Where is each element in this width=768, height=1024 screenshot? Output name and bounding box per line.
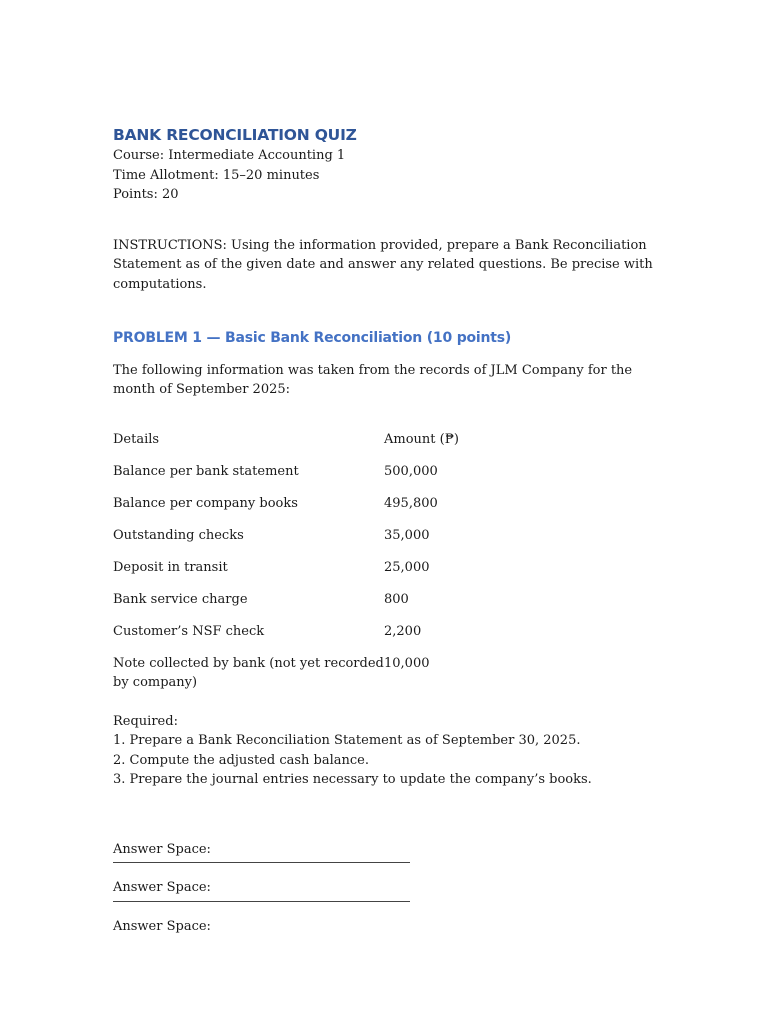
course-line: Course: Intermediate Accounting 1	[113, 148, 346, 163]
table-cell-amount: 25,000	[384, 559, 430, 575]
instructions-paragraph: INSTRUCTIONS: Using the information provided, prepare a Bank Reconciliation Statement as of the given date and answer any related questions. Be precise with computations.	[113, 237, 653, 292]
answer-space-label: Answer Space:	[113, 918, 211, 934]
table-row	[113, 462, 673, 482]
document-content	[113, 124, 673, 936]
required-item: 1. Prepare a Bank Reconciliation Statement as of September 30, 2025.	[113, 733, 581, 749]
answer-space-label: Answer Space:	[113, 841, 211, 857]
table-row	[113, 558, 673, 578]
table-header-amount: Amount (₱)	[384, 431, 459, 447]
details-table	[113, 430, 673, 693]
problem-1-intro: The following information was taken from the records of JLM Company for the month of September 2025:	[113, 362, 633, 398]
table-cell-detail: Bank service charge	[113, 591, 248, 607]
answer-line[interactable]	[113, 901, 410, 902]
quiz-title: BANK RECONCILIATION QUIZ	[113, 126, 357, 144]
table-cell-detail: Customer’s NSF check	[113, 623, 265, 639]
table-header-details: Details	[113, 431, 160, 447]
table-cell-detail: Outstanding checks	[113, 527, 244, 543]
problem-1-heading: PROBLEM 1 — Basic Bank Reconciliation (10 points)	[113, 330, 512, 346]
required-label: Required:	[113, 713, 178, 729]
required-item: 2. Compute the adjusted cash balance.	[113, 752, 369, 768]
required-section	[113, 712, 673, 790]
points-line: Points: 20	[113, 187, 179, 202]
table-row	[113, 654, 673, 693]
table-row	[113, 590, 673, 610]
table-cell-detail: Note collected by bank (not yet recorded by company)	[113, 655, 384, 691]
table-cell-detail: Deposit in transit	[113, 559, 228, 575]
required-item: 3. Prepare the journal entries necessary to update the company’s books.	[113, 772, 592, 788]
table-cell-amount: 500,000	[384, 463, 438, 479]
table-cell-amount: 495,800	[384, 495, 438, 511]
time-allotment-line: Time Allotment: 15–20 minutes	[113, 167, 320, 183]
table-cell-amount: 35,000	[384, 527, 430, 543]
table-cell-amount: 2,200	[384, 623, 422, 639]
answer-line[interactable]	[113, 862, 410, 863]
table-row	[113, 494, 673, 514]
answer-section	[113, 840, 673, 937]
table-cell-detail: Balance per company books	[113, 495, 298, 511]
table-cell-detail: Balance per bank statement	[113, 463, 299, 479]
table-cell-amount: 800	[384, 591, 409, 607]
table-row	[113, 622, 673, 642]
table-row	[113, 526, 673, 546]
table-header-row	[113, 430, 673, 450]
table-cell-amount: 10,000	[384, 655, 430, 671]
answer-space-label: Answer Space:	[113, 880, 211, 896]
